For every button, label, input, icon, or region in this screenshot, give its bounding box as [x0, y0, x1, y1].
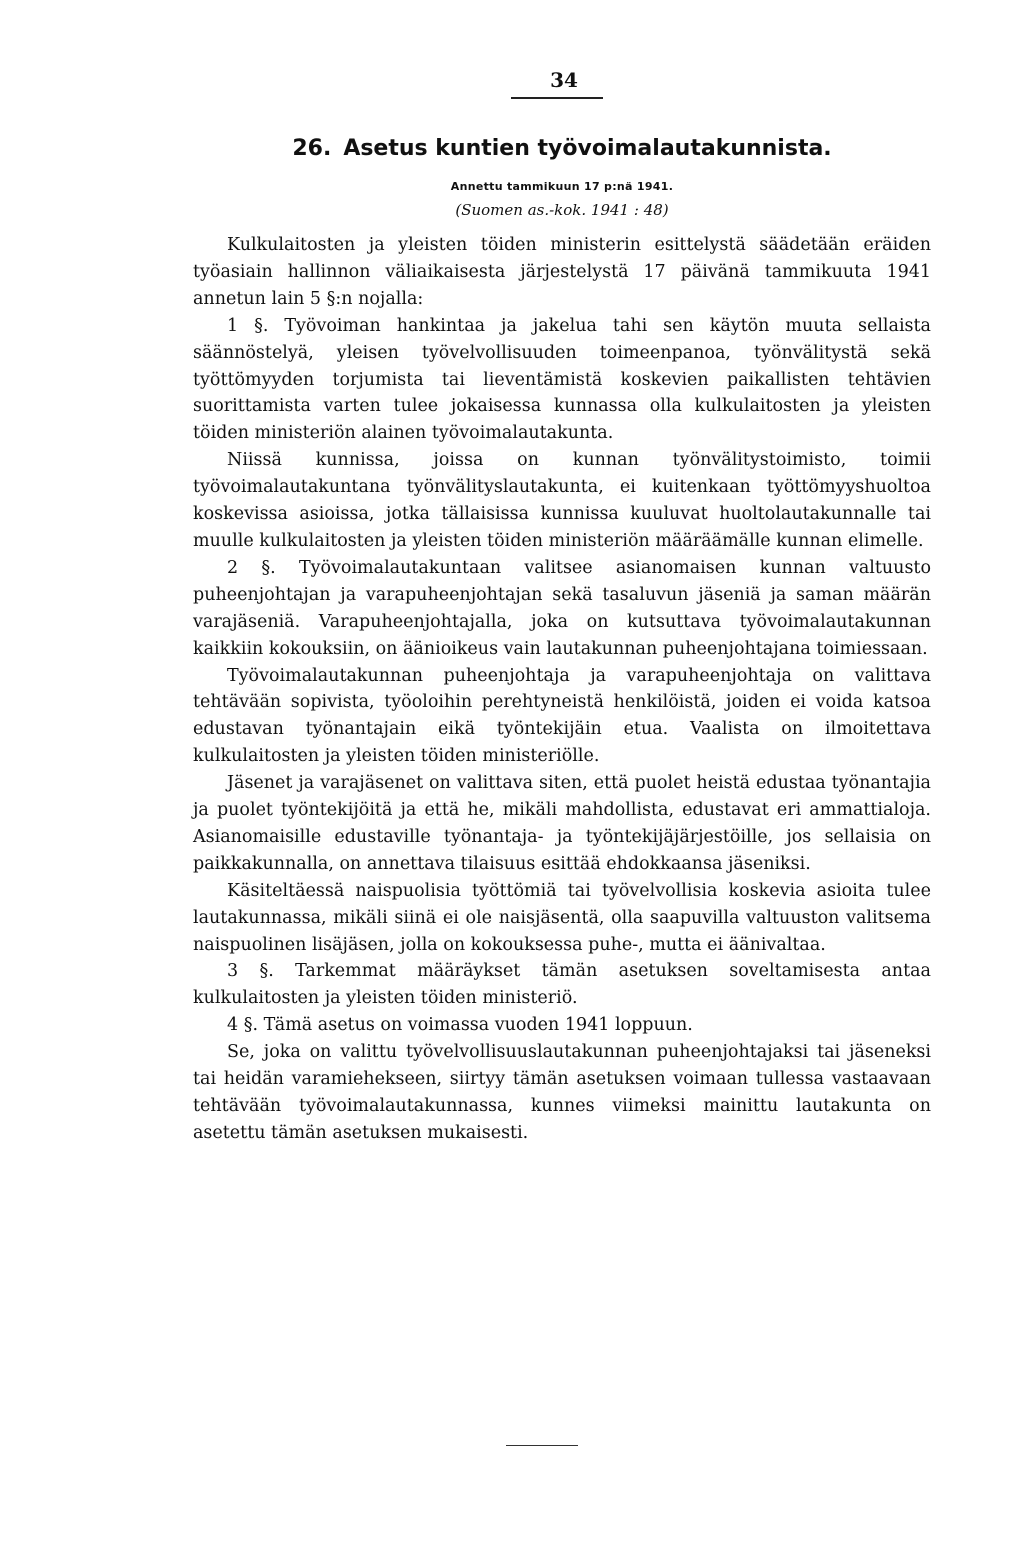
paragraph-text: Työvoimalautakuntaan valitsee asianomaisen kunnan valtuusto puheenjohtajan ja varapuheenjohtajan sekä tasaluvun jäseniä ja saman määrän varajäseniä. Varapuheenjohtajalla, joka on kutsuttava työvoimalautakunnan kaikkiin kokouksiin, on äänioikeus vain lautakunnan puheenjohtajana toimiessaan.: [193, 557, 931, 659]
paragraph-text: Tämä asetus on voimassa vuoden 1941 loppuun.: [263, 1015, 693, 1036]
paragraph-text: Jäsenet ja varajäsenet on valittava siten, että puolet heistä edustaa työnantajia ja puolet työntekijöitä ja että he, mikäli mahdollista, edustavat eri ammattialoja. Asianomaisille edustaville työnantaja- ja työntekijäjärjestöille, jos sellaisia on paikkakunnalla, on annettava tilaisuus esittää ehdokkaansa jäseniksi.: [193, 773, 931, 874]
paragraph-text: Niissä kunnissa, joissa on kunnan työnvälitystoimisto, toimii työvoimalautakuntana työnvälityslautakunta, ei kuitenkaan työttömyyshuoltoa koskevissa asioissa, jotka tällaisissa kunnissa kuuluvat huoltolautakunnalle tai muulle kulkulaitosten ja yleisten töiden ministeriön määräämälle kunnan elimelle.: [193, 450, 931, 551]
paragraph-text: Työvoimalautakunnan puheenjohtaja ja varapuheenjohtaja on valittava tehtävään sopivista, työoloihin perehtyneistä henkilöistä, joiden ei voida katsoa edustavan työnantajain eikä työntekijäin etua. Vaalista on ilmoitettava kulkulaitosten ja yleisten töiden ministeriölle.: [193, 665, 931, 767]
paragraph-preamble: [193, 232, 931, 313]
title-number: 26.: [292, 136, 332, 161]
section-number: 1 §.: [227, 315, 269, 336]
paragraph-section-2: [193, 555, 931, 663]
document-title: [193, 134, 931, 164]
end-rule: [506, 1445, 578, 1446]
paragraph-section-3: [193, 958, 931, 1012]
paragraph: [193, 770, 931, 878]
statute-citation: (Suomen as.-kok. 1941 : 48): [455, 201, 669, 219]
paragraph-text: Kulkulaitosten ja yleisten töiden ministerin esittelystä säädetään eräiden työasiain hallinnon väliaikaisesta järjestelystä 17 päivänä tammikuuta 1941 annetun lain 5 §:n nojalla:: [193, 235, 931, 309]
paragraph: [193, 878, 931, 959]
paragraph-section-1: [193, 313, 931, 448]
paragraph-text: Tarkemmat määräykset tämän asetuksen soveltamisesta antaa kulkulaitosten ja yleisten töiden ministeriö.: [193, 961, 931, 1009]
paragraph: [193, 447, 931, 555]
paragraph: [193, 663, 931, 771]
paragraph-section-4: [193, 1012, 931, 1039]
section-number: 2 §.: [227, 557, 276, 578]
section-number: 3 §.: [227, 961, 274, 982]
paragraph: [193, 1039, 931, 1147]
title-text: Asetus kuntien työvoimalautakunnista.: [343, 136, 832, 161]
issued-date: Annettu tammikuun 17 p:nä 1941.: [450, 180, 674, 193]
page-number: 34: [550, 68, 578, 92]
document-body: [193, 232, 931, 1147]
paragraph-text: Se, joka on valittu työvelvollisuuslautakunnan puheenjohtajaksi tai jäseneksi tai heidän varamiehekseen, siirtyy tämän asetuksen voimaan tullessa vastaavaan tehtävään työvoimalautakunnassa, kunnes viimeksi mainittu lautakunta on asetettu tämän asetuksen mukaisesti.: [193, 1042, 931, 1143]
paragraph-text: Työvoiman hankintaa ja jakelua tahi sen käytön muuta sellaista säännöstelyä, yleisen työvelvollisuuden toimeenpanoa, työnvälitystä sekä työttömyyden torjumista tai lieventämistä koskevien paikallisten tehtävien suorittamista varten tulee jokaisessa kunnassa olla kulkulaitosten ja yleisten töiden ministeriön alainen työvoimalautakunta.: [193, 315, 931, 444]
section-number: 4 §.: [227, 1015, 259, 1036]
paragraph-text: Käsiteltäessä naispuolisia työttömiä tai työvelvollisia koskevia asioita tulee lautakunnassa, mikäli siinä ei ole naisjäsentä, olla saapuvilla valtuuston valitsema naispuolinen lisäjäsen, jolla on kokouksessa puhe-, mutta ei äänivaltaa.: [193, 880, 931, 955]
page-number-rule: [511, 97, 603, 99]
